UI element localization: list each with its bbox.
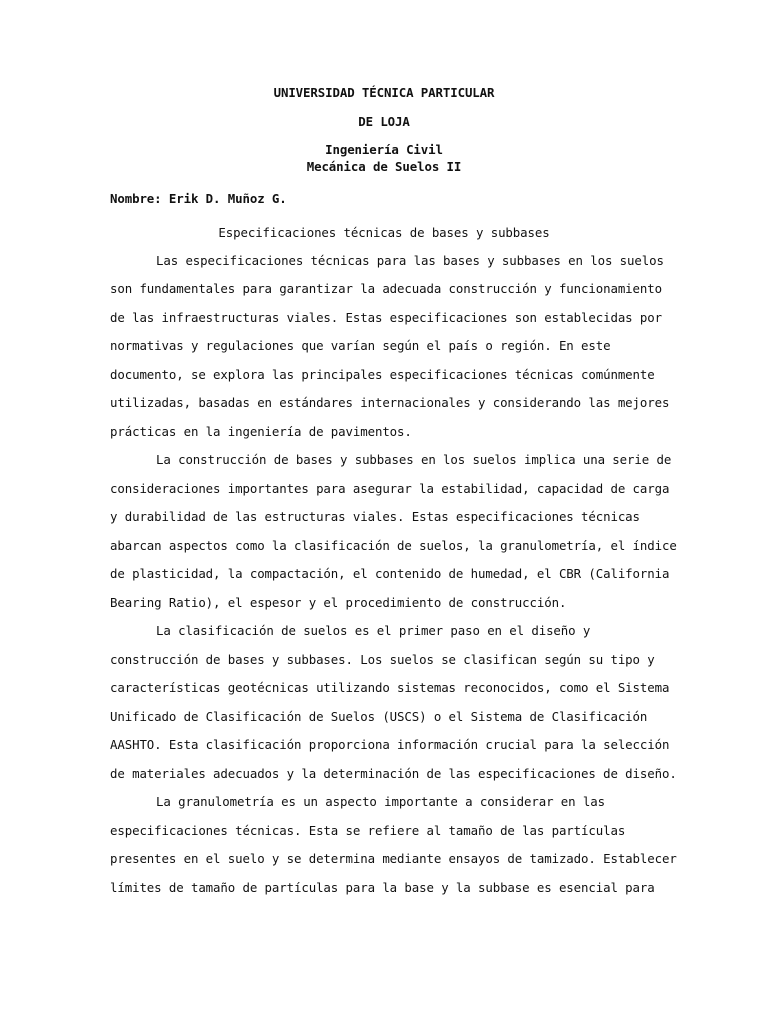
university-name-line1: UNIVERSIDAD TÉCNICA PARTICULAR: [273, 85, 495, 100]
paragraph-line: La granulometría es un aspecto importante a considerar en las: [156, 794, 605, 809]
career-name: Ingeniería Civil: [325, 142, 443, 157]
paragraph-line: abarcan aspectos como la clasificación de suelos, la granulometría, el índice: [110, 538, 677, 553]
paragraph-line: La construcción de bases y subbases en los suelos implica una serie de: [156, 452, 672, 467]
paragraph-line: normativas y regulaciones que varían según el país o región. En este: [110, 338, 611, 353]
document-title: Especificaciones técnicas de bases y subbases: [218, 225, 550, 240]
paragraph-line: prácticas en la ingeniería de pavimentos.: [110, 424, 412, 439]
course-name: Mecánica de Suelos II: [306, 159, 462, 174]
paragraph-line: características geotécnicas utilizando sistemas reconocidos, como el Sistema: [110, 680, 670, 695]
paragraph-line: Unificado de Clasificación de Suelos (USCS) o el Sistema de Clasificación: [110, 709, 648, 724]
paragraph-line: documento, se explora las principales especificaciones técnicas comúnmente: [110, 367, 655, 382]
paragraph-line: de las infraestructuras viales. Estas especificaciones son establecidas por: [110, 310, 662, 325]
paragraph-line: especificaciones técnicas. Esta se refiere al tamaño de las partículas: [110, 823, 626, 838]
paragraph-line: AASHTO. Esta clasificación proporciona información crucial para la selección: [110, 737, 670, 752]
paragraph-line: de plasticidad, la compactación, el contenido de humedad, el CBR (California: [110, 566, 670, 581]
paragraph-line: presentes en el suelo y se determina mediante ensayos de tamizado. Establecer: [110, 851, 677, 866]
paragraph-line: construcción de bases y subbases. Los suelos se clasifican según su tipo y: [110, 652, 655, 667]
paragraph-line: Las especificaciones técnicas para las bases y subbases en los suelos: [156, 253, 664, 268]
author-name: Nombre: Erik D. Muñoz G.: [110, 191, 287, 206]
university-name-line2: DE LOJA: [358, 114, 410, 129]
paragraph-line: utilizadas, basadas en estándares internacionales y considerando las mejores: [110, 395, 670, 410]
paragraph-line: límites de tamaño de partículas para la base y la subbase es esencial para: [110, 880, 655, 895]
paragraph-line: Bearing Ratio), el espesor y el procedimiento de construcción.: [110, 595, 567, 610]
paragraph-line: La clasificación de suelos es el primer paso en el diseño y: [156, 623, 591, 638]
paragraph-line: de materiales adecuados y la determinación de las especificaciones de diseño.: [110, 766, 677, 781]
paragraph-line: y durabilidad de las estructuras viales. Estas especificaciones técnicas: [110, 509, 640, 524]
paragraph-line: son fundamentales para garantizar la adecuada construcción y funcionamiento: [110, 281, 662, 296]
paragraph-line: consideraciones importantes para asegurar la estabilidad, capacidad de carga: [110, 481, 670, 496]
